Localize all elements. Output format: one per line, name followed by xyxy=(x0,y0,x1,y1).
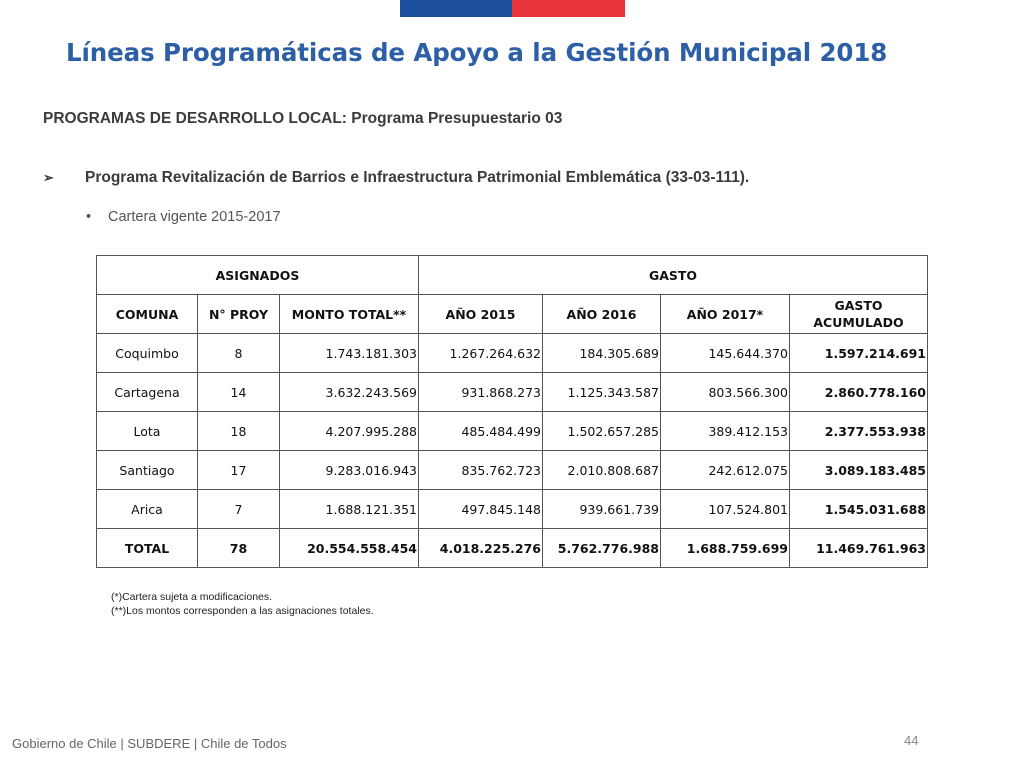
column-header: AÑO 2016 xyxy=(543,295,661,334)
table-footnotes xyxy=(111,590,374,618)
table-cell-2017: 107.524.801 xyxy=(661,490,790,529)
table-cell-acumulado: 1.545.031.688 xyxy=(790,490,928,529)
page-title: Líneas Programáticas de Apoyo a la Gestión Municipal 2018 xyxy=(66,38,888,67)
table-cell-nproy: 78 xyxy=(198,529,280,568)
footnote: (**)Los montos corresponden a las asignaciones totales. xyxy=(111,605,374,617)
table-cell-comuna: Coquimbo xyxy=(97,334,198,373)
table-cell-2015: 931.868.273 xyxy=(419,373,543,412)
table-cell-monto: 4.207.995.288 xyxy=(280,412,419,451)
program-bullet xyxy=(43,169,749,187)
table-cell-monto: 20.554.558.454 xyxy=(280,529,419,568)
table-cell-2016: 939.661.739 xyxy=(543,490,661,529)
table-cell-monto: 1.743.181.303 xyxy=(280,334,419,373)
table-total-row xyxy=(97,529,928,568)
table-cell-2015: 1.267.264.632 xyxy=(419,334,543,373)
table-cell-2015: 485.484.499 xyxy=(419,412,543,451)
header-gasto: GASTO xyxy=(419,256,928,295)
table-cell-2015: 835.762.723 xyxy=(419,451,543,490)
table-cell-comuna: Arica xyxy=(97,490,198,529)
column-header: AÑO 2017* xyxy=(661,295,790,334)
table-row xyxy=(97,334,928,373)
table-row xyxy=(97,490,928,529)
table-row xyxy=(97,373,928,412)
table-cell-comuna: Santiago xyxy=(97,451,198,490)
table-cell-2017: 803.566.300 xyxy=(661,373,790,412)
table-cell-nproy: 17 xyxy=(198,451,280,490)
table-cell-acumulado: 2.377.553.938 xyxy=(790,412,928,451)
arrow-bullet-icon: ➢ xyxy=(43,170,54,185)
table-cell-2017: 242.612.075 xyxy=(661,451,790,490)
column-header: GASTO ACUMULADO xyxy=(790,295,928,334)
table-cell-comuna: Cartagena xyxy=(97,373,198,412)
table-cell-acumulado: 11.469.761.963 xyxy=(790,529,928,568)
flag-stripe-red xyxy=(512,0,625,17)
column-header: N° PROY xyxy=(198,295,280,334)
footer-text: Gobierno de Chile | SUBDERE | Chile de Todos xyxy=(12,736,287,751)
table-cell-monto: 1.688.121.351 xyxy=(280,490,419,529)
table-cell-monto: 9.283.016.943 xyxy=(280,451,419,490)
table-cell-2016: 5.762.776.988 xyxy=(543,529,661,568)
column-header: AÑO 2015 xyxy=(419,295,543,334)
header-asignados: ASIGNADOS xyxy=(97,256,419,295)
column-header: MONTO TOTAL** xyxy=(280,295,419,334)
table-cell-2016: 1.502.657.285 xyxy=(543,412,661,451)
cartera-bullet-text: Cartera vigente 2015-2017 xyxy=(108,209,281,225)
page-number: 44 xyxy=(904,733,919,748)
table-cell-2015: 4.018.225.276 xyxy=(419,529,543,568)
program-bullet-text: Programa Revitalización de Barrios e Infraestructura Patrimonial Emblemática (33-03-111). xyxy=(85,169,750,186)
table-row xyxy=(97,451,928,490)
table-row xyxy=(97,412,928,451)
dot-bullet-icon: • xyxy=(86,209,92,225)
section-subtitle: PROGRAMAS DE DESARROLLO LOCAL: Programa Presupuestario 03 xyxy=(43,110,563,127)
cartera-table xyxy=(96,255,928,568)
table-cell-nproy: 7 xyxy=(198,490,280,529)
table-cell-acumulado: 3.089.183.485 xyxy=(790,451,928,490)
table-cell-nproy: 14 xyxy=(198,373,280,412)
table-cell-2017: 1.688.759.699 xyxy=(661,529,790,568)
table-cell-acumulado: 2.860.778.160 xyxy=(790,373,928,412)
table-cell-nproy: 18 xyxy=(198,412,280,451)
table-cell-2015: 497.845.148 xyxy=(419,490,543,529)
table-cell-acumulado: 1.597.214.691 xyxy=(790,334,928,373)
table-cell-2017: 389.412.153 xyxy=(661,412,790,451)
table-cell-comuna: TOTAL xyxy=(97,529,198,568)
table-cell-2017: 145.644.370 xyxy=(661,334,790,373)
table-cell-monto: 3.632.243.569 xyxy=(280,373,419,412)
table-cell-nproy: 8 xyxy=(198,334,280,373)
column-header-row xyxy=(97,295,928,334)
flag-stripe-blue xyxy=(400,0,512,17)
table-cell-2016: 1.125.343.587 xyxy=(543,373,661,412)
footnote: (*)Cartera sujeta a modificaciones. xyxy=(111,591,273,603)
table-cell-comuna: Lota xyxy=(97,412,198,451)
cartera-bullet xyxy=(86,209,281,225)
table-cell-2016: 2.010.808.687 xyxy=(543,451,661,490)
table-cell-2016: 184.305.689 xyxy=(543,334,661,373)
column-header: COMUNA xyxy=(97,295,198,334)
